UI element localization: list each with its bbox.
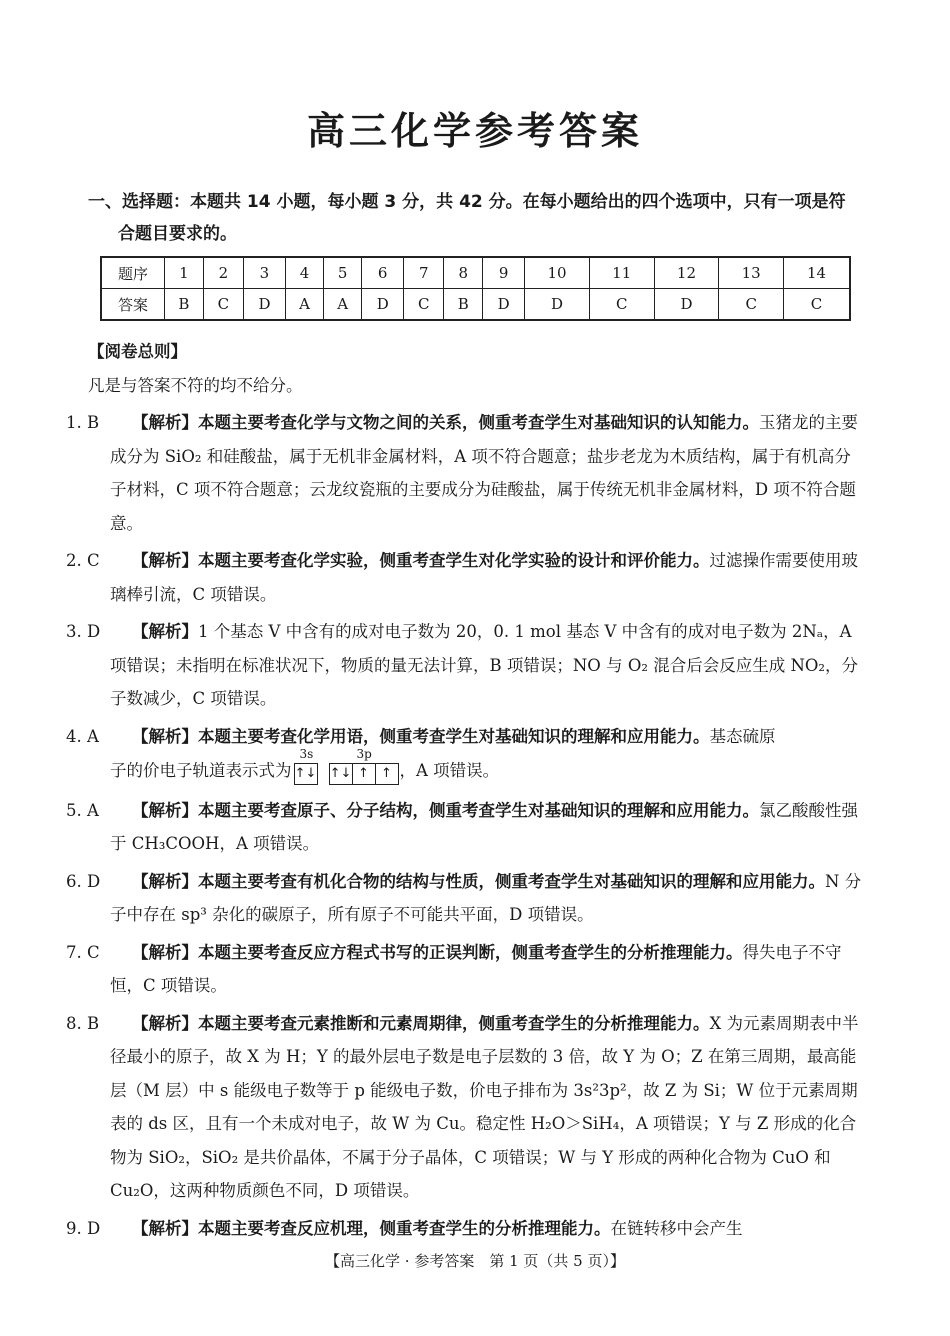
answer-item-4 — [66, 720, 863, 754]
orbital-3p — [329, 746, 398, 790]
answer-item-5 — [66, 794, 863, 861]
table-cell: 7 — [404, 257, 444, 289]
orbital-label: 3s — [299, 746, 314, 761]
analysis-tag: 【解析】 — [132, 871, 198, 891]
analysis-tag: 【解析】 — [132, 413, 198, 432]
analysis-tag: 【解析】 — [132, 622, 198, 641]
table-cell: A — [324, 289, 362, 321]
table-cell: D — [243, 289, 285, 321]
item-text: 氯乙酸酸性强于 CH₃COOH，A 项错误。 — [110, 800, 858, 853]
orbital-box: ↑ — [352, 763, 376, 785]
table-cell: C — [589, 289, 654, 321]
item-number: 3. D — [66, 622, 101, 641]
answer-content — [66, 335, 863, 1245]
item-number: 9. D — [66, 1218, 101, 1238]
table-cell: 9 — [483, 257, 525, 289]
answer-item-8 — [66, 1007, 863, 1208]
page-title: 高三化学参考答案 — [306, 109, 643, 153]
orbital-box: ↑ — [375, 763, 399, 785]
orbital-prefix: 子的价电子轨道表示式为 — [110, 761, 292, 780]
item-text: 在链转移中会产生 — [610, 1218, 743, 1238]
item-summary: 本题主要考查反应方程式书写的正误判断，侧重考查学生的分析推理能力。 — [198, 942, 743, 962]
table-cell: 8 — [444, 257, 483, 289]
page-footer: 【高三化学 · 参考答案 第 1 页（共 5 页）】 — [325, 1252, 625, 1270]
table-cell: C — [203, 289, 243, 321]
item-summary: 本题主要考查化学用语，侧重考查学生对基础知识的理解和应用能力。 — [198, 726, 710, 746]
item-text: N 分子中存在 sp³ 杂化的碳原子，所有原子不可能共平面，D 项错误。 — [110, 871, 862, 924]
item-number: 2. C — [66, 551, 100, 570]
answer-item-6 — [66, 865, 863, 932]
answer-item-3 — [66, 615, 863, 716]
table-cell: 1 — [165, 257, 204, 289]
item-text: X 为元素周期表中半径最小的原子，故 X 为 H；Y 的最外层电子数是电子层数的 3 倍，故 Y 为 O；Z 在第三周期，最高能层（M 层）中 s 能级电子数等于 p 能级电子数，价电子排布为 3s²3p²，故 Z 为 Si；W 位于元素周期表的 ds 区，且有一个未成对电子，故 W 为 Cu。稳定性 H₂O＞SiH₄，A 项错误；Y 与 Z 形成的化合物为 SiO₂，SiO₂ 是共价晶体，不属于分子晶体，C 项错误；W 与 Y 形成的两种化合物为 CuO 和 Cu₂O，这两种物质颜色不同，D 项错误。 — [110, 1013, 859, 1200]
table-cell: C — [719, 289, 784, 321]
answer-table — [100, 256, 851, 321]
table-cell: 12 — [654, 257, 719, 289]
table-cell: A — [285, 289, 323, 321]
orbital-diagram-line — [88, 746, 863, 790]
section-heading — [88, 186, 868, 250]
table-row-number — [101, 257, 850, 289]
item-number: 5. A — [66, 800, 99, 820]
item-number: 7. C — [66, 942, 100, 962]
item-summary: 本题主要考查化学与文物之间的关系，侧重考查学生对基础知识的认知能力。 — [198, 413, 759, 432]
table-cell: 13 — [719, 257, 784, 289]
table-cell: D — [362, 289, 404, 321]
table-cell: 6 — [362, 257, 404, 289]
table-cell: 题序 — [101, 257, 165, 289]
item-text: 得失电子不守恒，C 项错误。 — [110, 942, 842, 995]
rules-heading: 【阅卷总则】 — [88, 342, 187, 361]
answer-item-9 — [66, 1212, 863, 1246]
orbital-label: 3p — [356, 746, 372, 761]
item-summary: 本题主要考查原子、分子结构，侧重考查学生对基础知识的理解和应用能力。 — [198, 800, 759, 820]
orbital-3s — [294, 746, 317, 790]
table-cell: D — [654, 289, 719, 321]
table-row-answer — [101, 289, 850, 321]
analysis-tag: 【解析】 — [132, 726, 198, 746]
item-summary: 本题主要考查有机化合物的结构与性质，侧重考查学生对基础知识的理解和应用能力。 — [198, 871, 825, 891]
analysis-tag: 【解析】 — [132, 551, 198, 570]
table-cell: D — [483, 289, 525, 321]
table-cell: 10 — [525, 257, 590, 289]
answer-item-7 — [66, 936, 863, 1003]
section-heading-line1: 一、选择题：本题共 14 小题，每小题 3 分，共 42 分。在每小题给出的四个选项中，只有一项是符 — [88, 192, 846, 212]
orbital-suffix: ，A 项错误。 — [399, 761, 500, 780]
item-number: 4. A — [66, 726, 99, 746]
item-text: 1 个基态 V 中含有的成对电子数为 20，0. 1 mol 基态 V 中含有的成对电子数为 2Nₐ，A 项错误；未指明在标准状况下，物质的量无法计算，B 项错误；NO 与 O₂ 混合后会反应生成 NO₂，分子数减少，C 项错误。 — [110, 622, 859, 708]
table-cell: 3 — [243, 257, 285, 289]
item-summary: 本题主要考查反应机理，侧重考查学生的分析推理能力。 — [198, 1218, 611, 1238]
item-text: 玉猪龙的主要成分为 SiO₂ 和硅酸盐，属于无机非金属材料，A 项不符合题意；盐步老龙为木质结构，属于有机高分子材料，C 项不符合题意；云龙纹瓷瓶的主要成分为硅酸盐，属于传统无机非金属材料，D 项不符合题意。 — [110, 413, 858, 533]
item-number: 1. B — [66, 413, 100, 432]
orbital-box: ↑↓ — [294, 763, 318, 785]
section-heading-line2: 合题目要求的。 — [118, 224, 237, 244]
item-text: 基态硫原 — [709, 726, 776, 746]
orbital-box: ↑↓ — [329, 763, 353, 785]
analysis-tag: 【解析】 — [132, 1218, 198, 1238]
answer-item-1 — [66, 406, 863, 540]
item-number: 6. D — [66, 871, 101, 891]
table-cell: 14 — [784, 257, 850, 289]
table-cell: D — [525, 289, 590, 321]
item-number: 8. B — [66, 1013, 100, 1033]
table-cell: C — [784, 289, 850, 321]
table-cell: 11 — [589, 257, 654, 289]
table-cell: B — [444, 289, 483, 321]
table-cell: 5 — [324, 257, 362, 289]
rules-text: 凡是与答案不符的均不给分。 — [88, 375, 303, 395]
answer-item-2 — [66, 544, 863, 611]
table-cell: C — [404, 289, 444, 321]
item-summary: 本题主要考查元素推断和元素周期律，侧重考查学生的分析推理能力。 — [198, 1013, 710, 1033]
table-cell: 答案 — [101, 289, 165, 321]
analysis-tag: 【解析】 — [132, 1013, 198, 1033]
analysis-tag: 【解析】 — [132, 942, 198, 962]
table-cell: B — [165, 289, 204, 321]
item-summary: 本题主要考查化学实验，侧重考查学生对化学实验的设计和评价能力。 — [198, 551, 710, 570]
table-cell: 2 — [203, 257, 243, 289]
item-text: 过滤操作需要使用玻璃棒引流，C 项错误。 — [110, 551, 858, 604]
analysis-tag: 【解析】 — [132, 800, 198, 820]
table-cell: 4 — [285, 257, 323, 289]
